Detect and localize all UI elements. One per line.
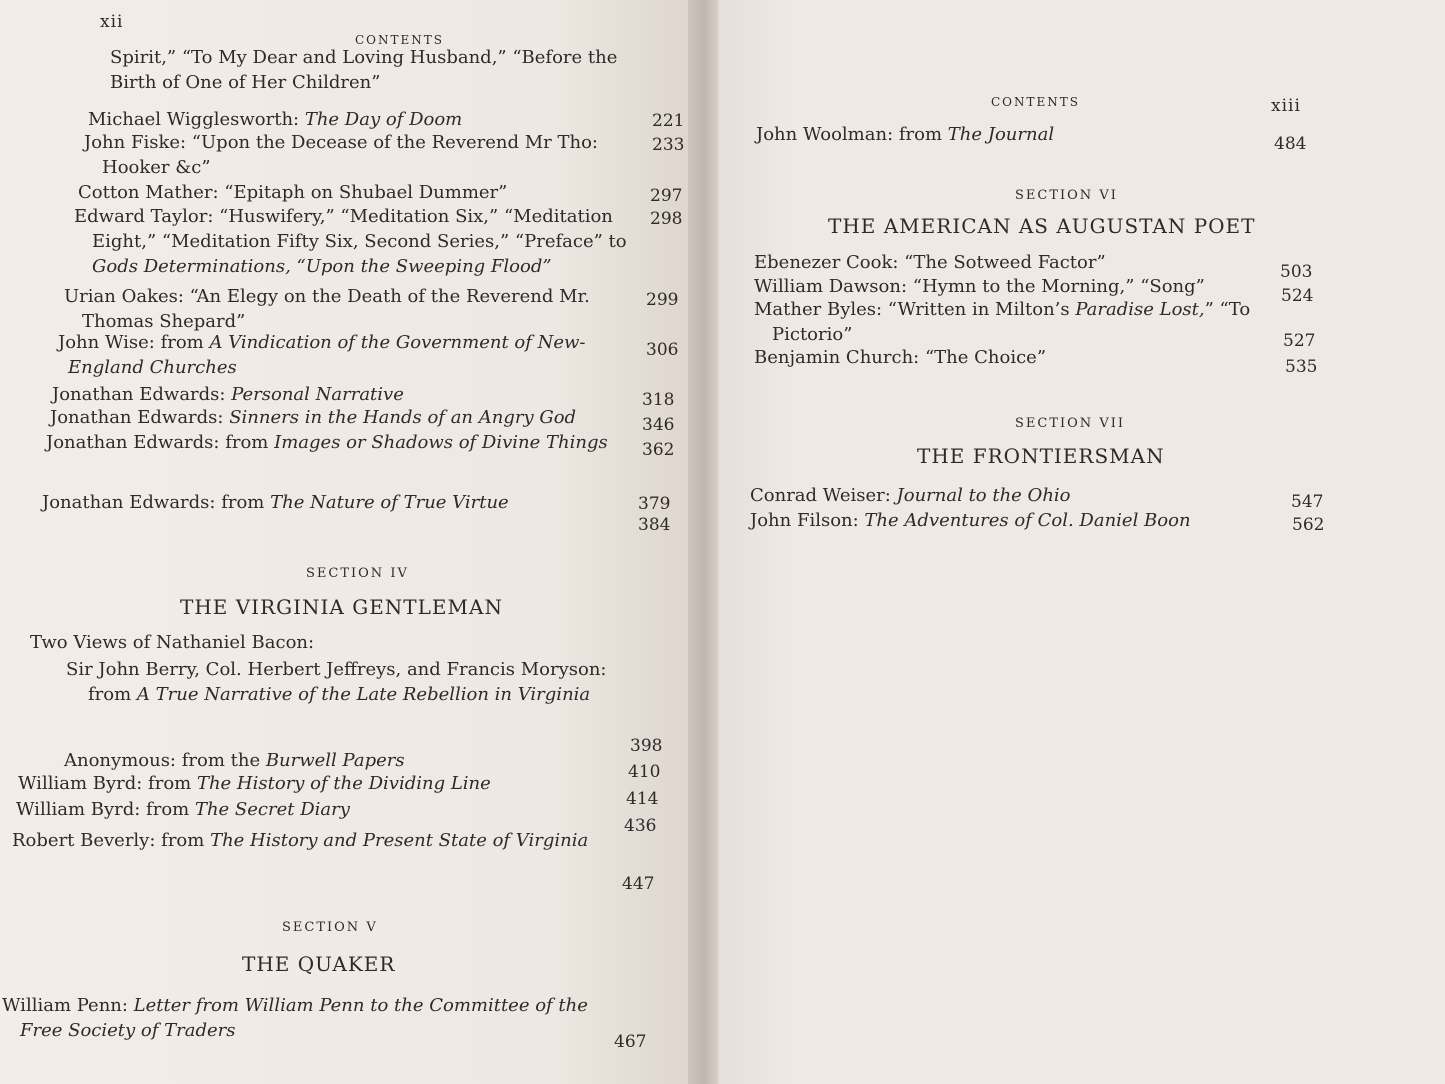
section-label: SECTION IV — [306, 566, 409, 581]
toc-entry — [756, 122, 1256, 147]
page-number: 221 — [652, 111, 685, 131]
entry-title: The Journal — [947, 124, 1055, 145]
entry-author: Jonathan Edwards: — [50, 407, 230, 428]
page-number: 233 — [652, 135, 685, 155]
entry-author: Two Views of Nathaniel Bacon: — [30, 632, 315, 653]
page-number: 299 — [646, 290, 679, 310]
entry-author: Robert Beverly: — [12, 830, 162, 851]
entry-author: Jonathan Edwards: — [42, 492, 222, 513]
page-number: 398 — [630, 736, 663, 756]
toc-entry — [58, 330, 638, 380]
entry-author: Anonymous: — [64, 750, 182, 771]
entry-author: Benjamin Church: — [754, 347, 925, 368]
entry-author: Jonathan Edwards: — [52, 384, 232, 405]
page-number: 535 — [1285, 357, 1318, 377]
entry-author: Cotton Mather: — [78, 182, 225, 203]
entry-author: William Dawson: — [754, 276, 913, 297]
page-number: 467 — [614, 1032, 647, 1052]
page-number: 414 — [626, 789, 659, 809]
toc-entry — [74, 204, 652, 279]
entry-text: “An Elegy on the Death of the Reverend Mr. Thomas Shepard” — [82, 286, 590, 332]
entry-author: Sir John Berry, Col. Herbert Jeffreys, and Francis Moryson: — [66, 659, 607, 680]
left-page — [0, 0, 688, 1084]
section-label: SECTION V — [282, 920, 378, 935]
page-number: 379 — [638, 494, 671, 514]
entry-title: A True Narrative of the Late Rebellion in Virginia — [136, 684, 591, 705]
entry-title: Sinners in the Hands of an Angry God — [229, 407, 577, 428]
entry-title: Images or Shadows of Divine Things — [274, 432, 608, 453]
page-number: 298 — [650, 209, 683, 229]
entry-author: Michael Wigglesworth: — [88, 109, 305, 130]
entry-text: “Written in Milton’s — [887, 299, 1076, 320]
entry-author: John Fiske: — [84, 132, 192, 153]
entry-text: “Upon the Decease of the Reverend Mr Tho: Hooker &c” — [102, 132, 599, 178]
page-number: 562 — [1292, 515, 1325, 535]
toc-entry — [52, 382, 622, 407]
entry-title: Letter from William Penn to the Committee of the Free Society of Traders — [20, 995, 588, 1041]
toc-entry — [16, 797, 616, 822]
page-number: 447 — [622, 874, 655, 894]
running-head-right: CONTENTS — [991, 95, 1081, 109]
toc-entry — [46, 430, 648, 455]
entry-title: Paradise Lost, — [1075, 299, 1205, 320]
entry-author: Conrad Weiser: — [750, 485, 897, 506]
entry-author: John Filson: — [750, 510, 865, 531]
toc-entry — [64, 284, 650, 334]
page-number: 318 — [642, 390, 675, 410]
entry-text: from — [160, 332, 210, 353]
section-title: THE QUAKER — [242, 952, 396, 976]
page-number: 362 — [642, 440, 675, 460]
entry-title: Journal to the Ohio — [896, 485, 1071, 506]
entry-text: from — [148, 773, 197, 794]
entry-title: The Adventures of Col. Daniel Boon — [864, 510, 1191, 531]
entry-text: from — [88, 684, 137, 705]
entry-title: The History of the Dividing Line — [196, 773, 491, 794]
entry-author: John Woolman: — [756, 124, 899, 145]
entry-author: Urian Oakes: — [64, 286, 190, 307]
entry-author: William Byrd: — [18, 773, 149, 794]
entry-title: A Vindication of the Government of New-England Churches — [68, 332, 586, 378]
entry-title: The Secret Diary — [194, 799, 350, 820]
page-number: 547 — [1291, 492, 1324, 512]
toc-entry — [754, 345, 1274, 370]
toc-entry — [754, 274, 1274, 299]
entry-text: “Huswifery,” “Meditation Six,” “Meditation Eight,” “Meditation Fifty Six, Second Series,” “Preface” to — [92, 206, 627, 252]
entry-text: from — [225, 432, 275, 453]
entry-text: “The Choice” — [924, 347, 1047, 368]
entry-text: from — [146, 799, 195, 820]
toc-entry — [78, 180, 633, 205]
folio-right: xiii — [1271, 96, 1301, 116]
section-label: SECTION VII — [1015, 416, 1125, 431]
right-page — [718, 0, 1445, 1084]
toc-entry — [18, 771, 618, 796]
entry-author: Jonathan Edwards: — [46, 432, 226, 453]
page-number: 436 — [624, 816, 657, 836]
toc-entry — [2, 993, 630, 1043]
entry-text: “Hymn to the Morning,” “Song” — [912, 276, 1205, 297]
entry-text: from the — [181, 750, 266, 771]
section-title: THE AMERICAN AS AUGUSTAN POET — [828, 214, 1256, 238]
page-number: 384 — [638, 515, 671, 535]
entry-text: “The Sotweed Factor” — [904, 252, 1106, 273]
page-number: 527 — [1283, 331, 1316, 351]
page-number: 346 — [642, 415, 675, 435]
page-number: 524 — [1281, 286, 1314, 306]
entry-author: Mather Byles: — [754, 299, 888, 320]
page-number: 306 — [646, 340, 679, 360]
toc-entry — [754, 297, 1292, 347]
toc-entry — [750, 483, 1280, 508]
entry-title: Burwell Papers — [265, 750, 405, 771]
entry-author: John Wise: — [58, 332, 161, 353]
toc-entry — [88, 107, 638, 132]
section-title: THE FRONTIERSMAN — [917, 444, 1165, 468]
toc-entry — [50, 405, 625, 430]
toc-entry — [64, 748, 624, 773]
toc-entry — [12, 828, 624, 853]
folio-left: xii — [100, 12, 124, 32]
entry-title: The Day of Doom — [304, 109, 463, 130]
toc-entry — [42, 490, 632, 515]
entry-author: William Penn: — [2, 995, 134, 1016]
toc-entry — [30, 630, 590, 655]
page-number: 484 — [1274, 134, 1307, 154]
page-number: 297 — [650, 186, 683, 206]
toc-entry — [66, 657, 653, 707]
entry-title: The History and Present State of Virginia — [210, 830, 589, 851]
toc-entry — [110, 45, 640, 95]
book-gutter — [688, 0, 718, 1084]
toc-entry — [750, 508, 1280, 533]
entry-title: The Nature of True Virtue — [270, 492, 509, 513]
entry-text: from — [161, 830, 211, 851]
section-title: THE VIRGINIA GENTLEMAN — [180, 595, 503, 619]
page-number: 410 — [628, 762, 661, 782]
entry-text: ” “To Pictorio” — [772, 299, 1251, 345]
toc-entry — [754, 250, 1274, 275]
entry-text: from — [898, 124, 948, 145]
entry-author: Ebenezer Cook: — [754, 252, 905, 273]
toc-entry — [84, 130, 654, 180]
entry-title: Gods Determinations, “Upon the Sweeping Flood” — [92, 256, 552, 277]
running-head-left: CONTENTS — [355, 33, 445, 47]
section-label: SECTION VI — [1015, 188, 1118, 203]
page-number: 503 — [1280, 262, 1313, 282]
entry-text: from — [221, 492, 271, 513]
entry-title: Personal Narrative — [231, 384, 404, 405]
entry-text: “Epitaph on Shubael Dummer” — [224, 182, 508, 203]
entry-author: William Byrd: — [16, 799, 147, 820]
entry-author: Edward Taylor: — [74, 206, 220, 227]
entry-text: Spirit,” “To My Dear and Loving Husband,” “Before the Birth of One of Her Children” — [110, 47, 618, 93]
